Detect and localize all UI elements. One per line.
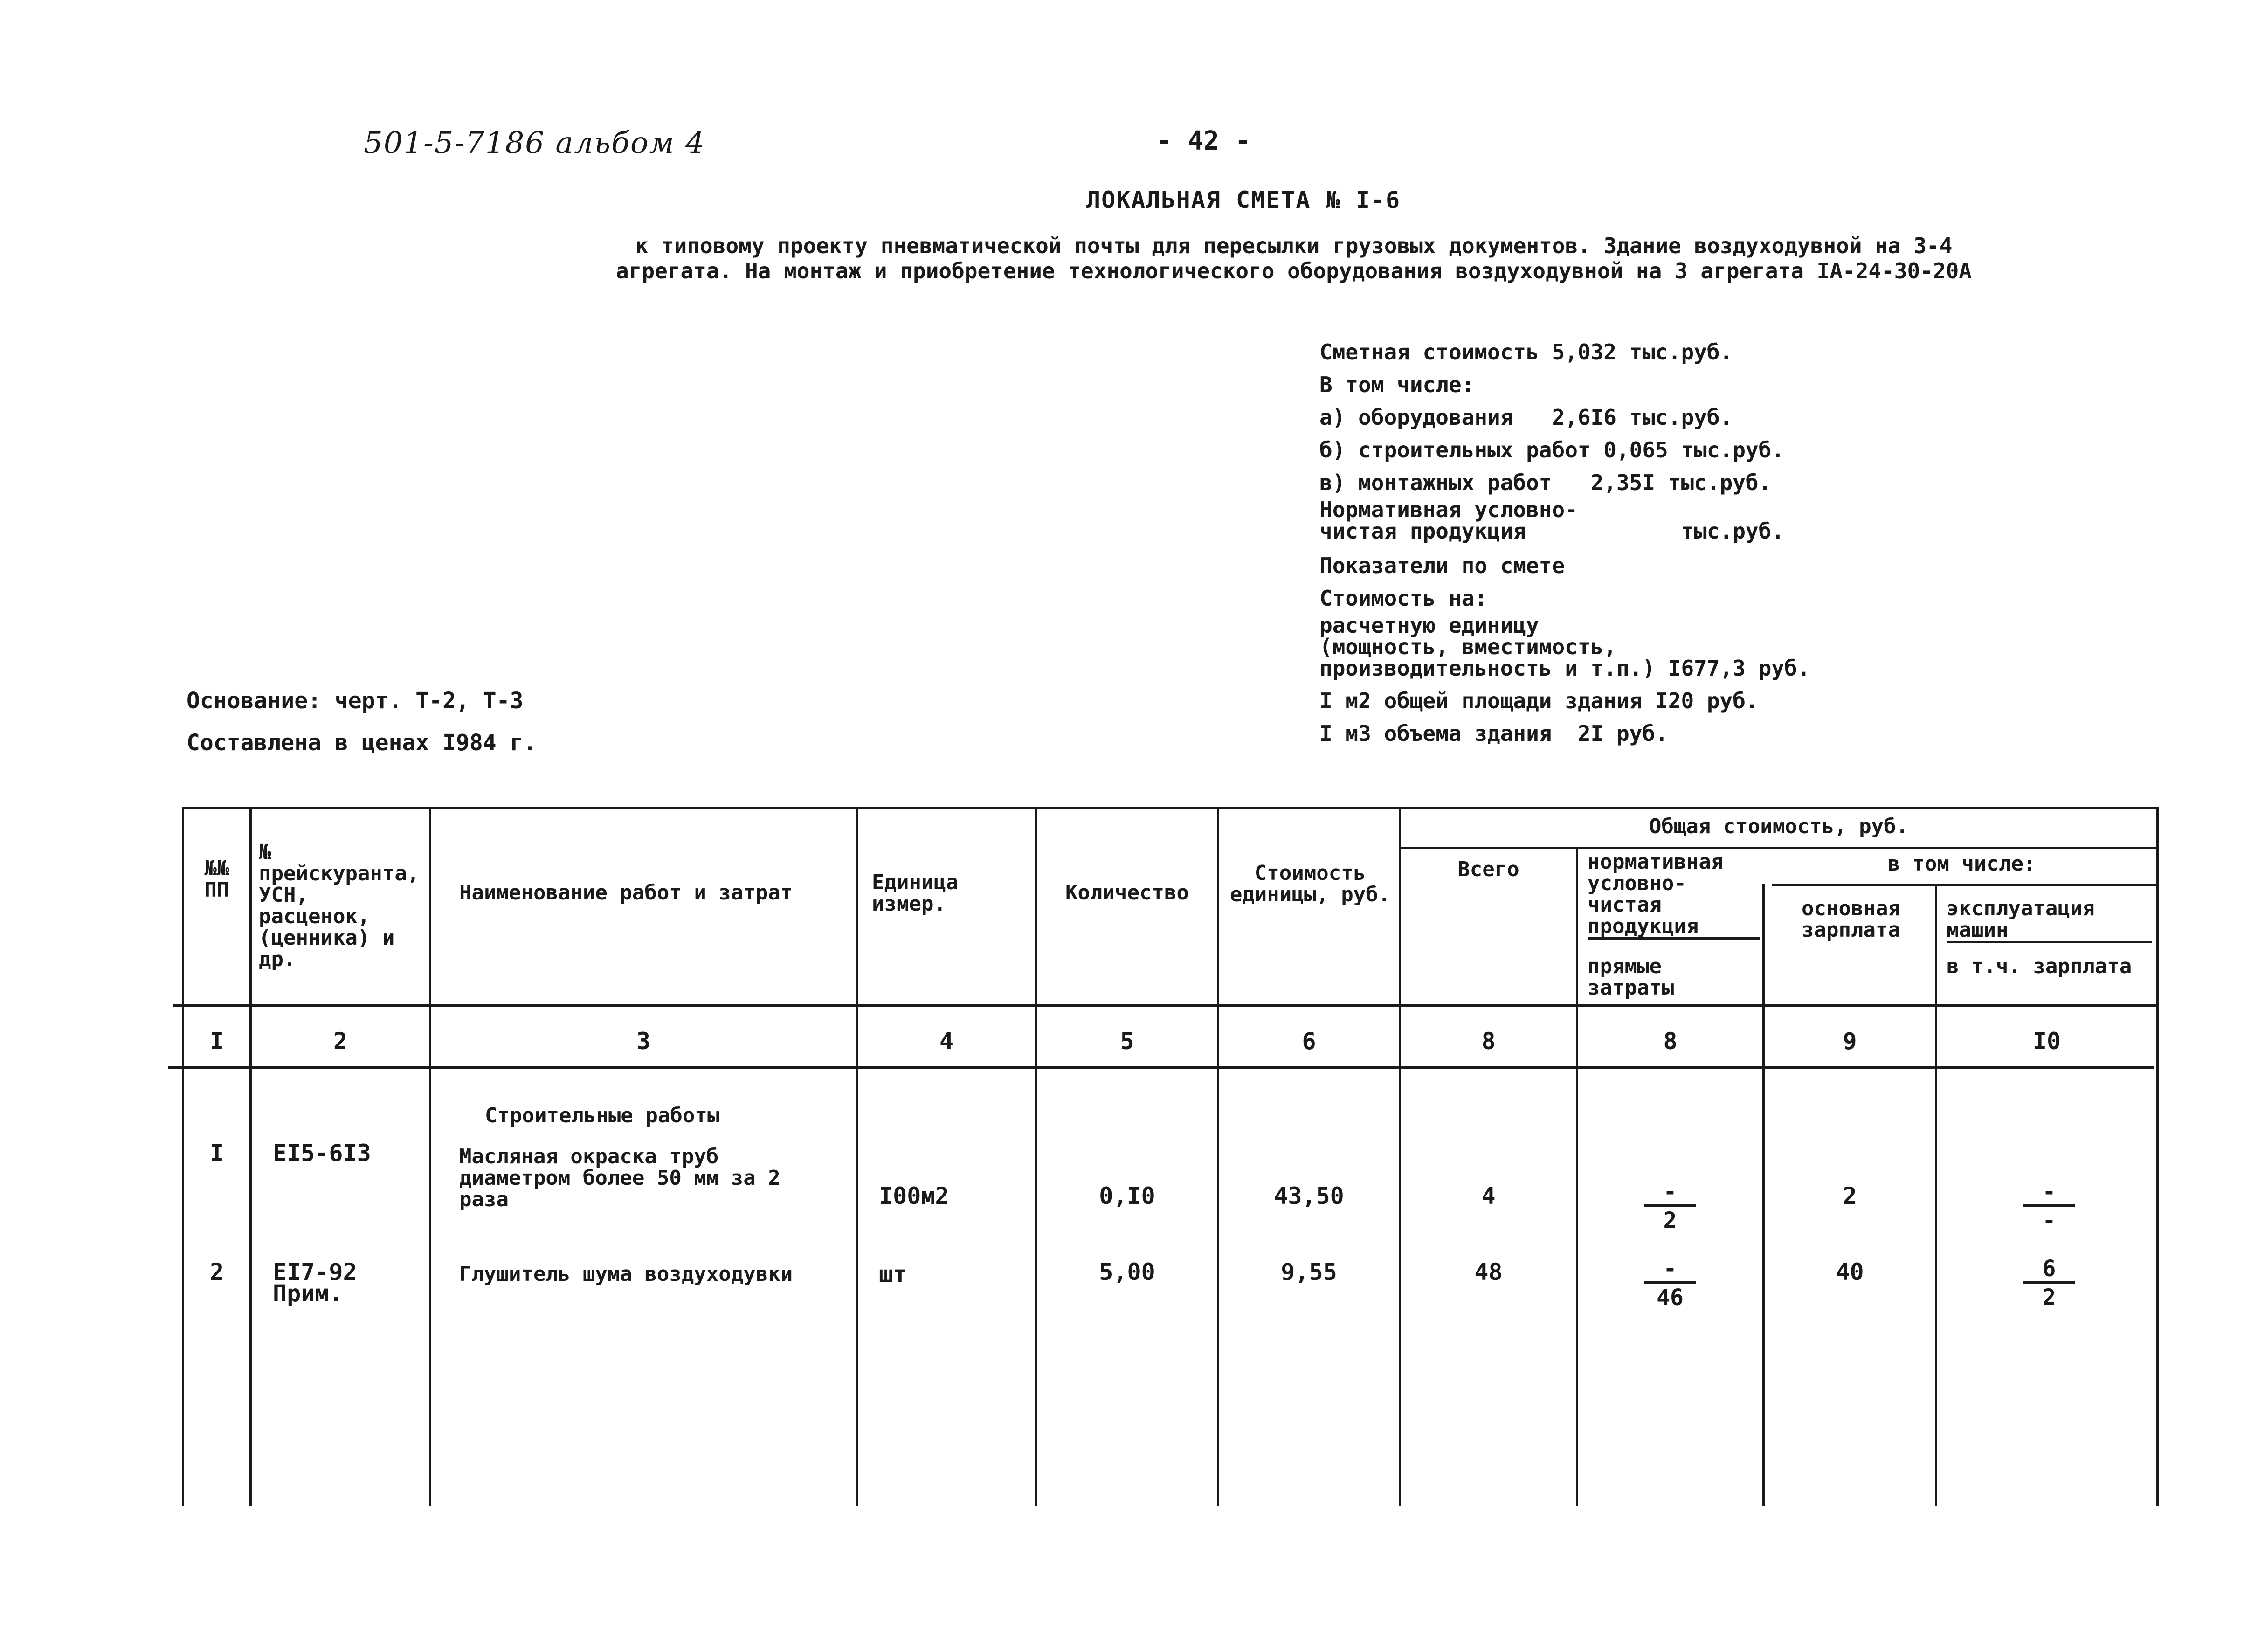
header-code: № прейскуранта, УСН, расценок, (ценника) и др. <box>259 840 420 971</box>
row1-normative: - <box>1644 1180 1696 1207</box>
row1-machines-value: - <box>2023 1180 2075 1207</box>
summary-unit-1: расчетную единицу <box>1319 613 1539 638</box>
row2-unit-cost: 9,55 <box>1281 1258 1337 1286</box>
header-num: №№ ПП <box>204 857 229 902</box>
section-title: Строительные работы <box>485 1104 720 1127</box>
row1-direct: 2 <box>1663 1208 1677 1234</box>
document-subtitle: к типовому проекту пневматической почты для пересылки грузовых документов. Здание воздуходувной на 3-4 агрегата. На монтаж и приобретение технологического оборудования воздуходувной на 3 агрегата IA-24-30-20A <box>616 233 1972 283</box>
summary-unit-2: (мощность, вместимость, <box>1319 634 1616 659</box>
row2-name: Глушитель шума воздуходувки <box>459 1262 793 1286</box>
row2-total: 48 <box>1474 1258 1503 1286</box>
handwritten-album-note: 501-5-7186 альбом 4 <box>364 126 705 160</box>
row2-salary: 40 <box>1836 1258 1864 1286</box>
row1-machines-salary: - <box>2042 1208 2056 1234</box>
header-normative: нормативная условно-чистая продукция <box>1588 851 1760 940</box>
summary-equipment: а) оборудования 2,6I6 тыс.руб. <box>1319 405 1733 430</box>
colnum-5: 5 <box>1120 1028 1134 1055</box>
basis-drawing: Основание: черт. Т-2, Т-3 <box>186 688 524 714</box>
header-machines-salary: в т.ч. зарплата <box>1947 954 2132 978</box>
colnum-8: 8 <box>1663 1028 1678 1055</box>
row2-num: 2 <box>209 1258 224 1286</box>
header-qty: Количество <box>1065 881 1189 905</box>
colnum-4: 4 <box>939 1028 954 1055</box>
page-number: - 42 - <box>1156 126 1251 156</box>
row2-machines <box>2023 1257 2075 1312</box>
row1-qty: 0,I0 <box>1099 1182 1155 1210</box>
document-title: ЛОКАЛЬНАЯ СМЕТА № I-6 <box>1086 187 1401 214</box>
row1-normative-direct <box>1644 1180 1696 1235</box>
row1-unit: I00м2 <box>879 1182 949 1210</box>
row2-machines-salary: 2 <box>2042 1285 2056 1311</box>
header-name: Наименование работ и затрат <box>459 881 793 905</box>
summary-cost-per: Стоимость на: <box>1319 586 1488 611</box>
header-unit-cost: Стоимость единицы, руб. <box>1229 861 1391 906</box>
row2-normative-direct <box>1644 1257 1696 1312</box>
basis-prices: Составлена в ценах I984 г. <box>186 730 537 756</box>
header-total: Всего <box>1457 857 1519 881</box>
summary-area: I м2 общей площади здания I20 руб. <box>1319 688 1759 713</box>
colnum-3: 3 <box>636 1028 651 1055</box>
row2-machines-value: 6 <box>2023 1257 2075 1284</box>
row1-total: 4 <box>1481 1182 1496 1210</box>
summary-indicators: Показатели по смете <box>1319 553 1565 578</box>
colnum-2: 2 <box>333 1028 348 1055</box>
row2-unit: шт <box>879 1261 907 1288</box>
row1-machines <box>2023 1180 2075 1235</box>
row2-code: EI7-92 Прим. <box>273 1258 357 1307</box>
summary-unit-3: производительность и т.п.) I677,3 руб. <box>1319 656 1810 681</box>
row2-normative: - <box>1644 1257 1696 1284</box>
header-unit: Единица измер. <box>872 871 959 916</box>
colnum-7: 8 <box>1481 1028 1496 1055</box>
colnum-1: I <box>209 1028 224 1055</box>
row2-direct: 46 <box>1657 1285 1684 1311</box>
colnum-6: 6 <box>1302 1028 1316 1055</box>
header-total-group: Общая стоимость, руб. <box>1649 815 1909 838</box>
row1-salary: 2 <box>1843 1182 1857 1210</box>
header-salary: основная зарплата <box>1802 897 1900 942</box>
row1-code: EI5-6I3 <box>273 1140 371 1167</box>
summary-volume: I м3 объема здания 2I руб. <box>1319 721 1668 746</box>
summary-installation: в) монтажных работ 2,35I тыс.руб. <box>1319 470 1772 495</box>
row2-qty: 5,00 <box>1099 1258 1155 1286</box>
header-direct: прямые затраты <box>1588 954 1674 1000</box>
row1-unit-cost: 43,50 <box>1274 1182 1344 1210</box>
header-machines: эксплуатация машин <box>1947 898 2152 943</box>
row1-name: Масляная окраска труб диаметром более 50 мм за 2 раза <box>459 1145 780 1211</box>
summary-construction: б) строительных работ 0,065 тыс.руб. <box>1319 437 1784 463</box>
summary-total: Сметная стоимость 5,032 тыс.руб. <box>1319 339 1733 365</box>
colnum-10: I0 <box>2032 1028 2061 1055</box>
summary-normative-1: Нормативная условно- <box>1319 497 1578 522</box>
row1-num: I <box>209 1140 224 1167</box>
header-incl-group: в том числе: <box>1887 852 2036 876</box>
cost-summary <box>1319 336 1810 750</box>
colnum-9: 9 <box>1843 1028 1857 1055</box>
summary-including: В том числе: <box>1319 372 1475 397</box>
summary-normative-2: чистая продукция тыс.руб. <box>1319 518 1784 544</box>
